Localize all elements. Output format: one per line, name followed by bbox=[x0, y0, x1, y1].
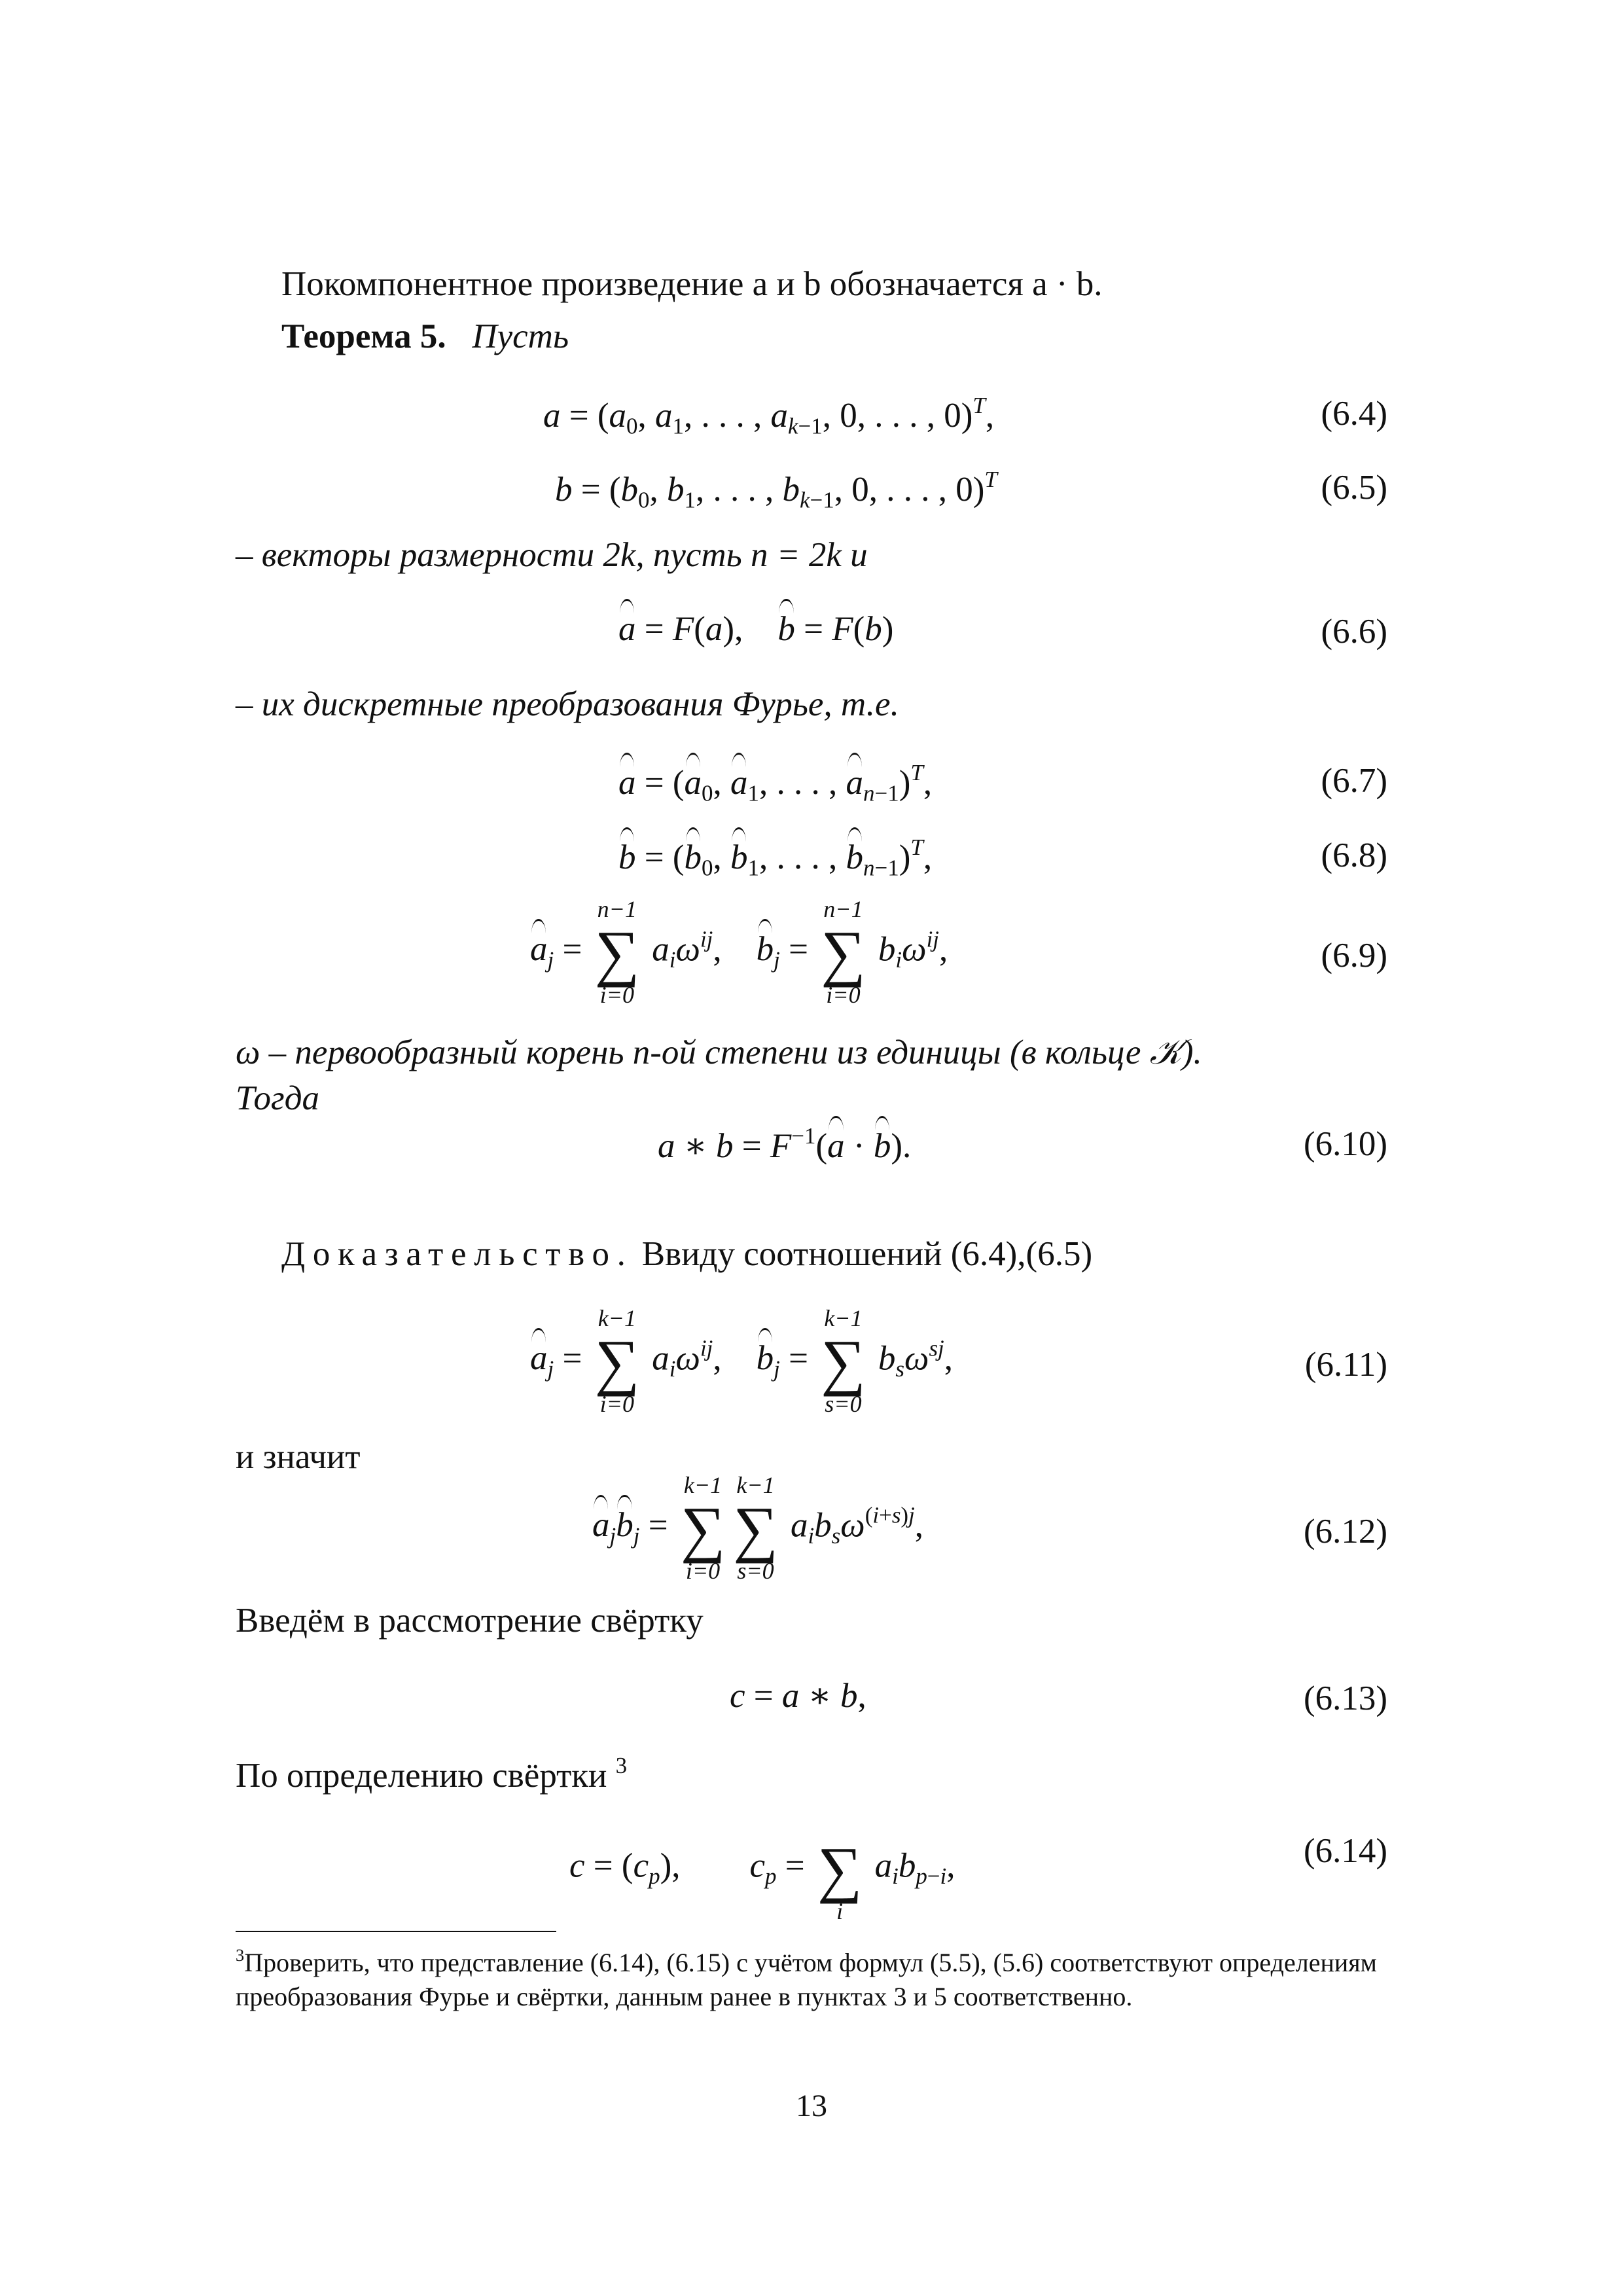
page-number: 13 bbox=[796, 2089, 827, 2123]
equation-6-10: a ∗ $b = F^{-1}(a \cdot b)$. bbox=[658, 1123, 912, 1165]
introduce-text: Введём в рассмотрение свёртку bbox=[236, 1602, 704, 1640]
equation-6-11: $a_j$ = k−1 ∑ i=0 $a_i\omega^{ij}$, $b_j$ = k−1 ∑ s=0 $b_s\omega^{sj}$, bbox=[530, 1305, 954, 1417]
equation-number-6-7: (6.7) bbox=[1321, 762, 1387, 800]
intro-line: Покомпонентное произведение a и b обозначается a · b. bbox=[281, 265, 1103, 303]
theorem-label: Теорема 5. bbox=[281, 317, 446, 355]
proof-label: Доказательство. bbox=[281, 1235, 633, 1273]
and-hence-text: и значит bbox=[236, 1438, 361, 1476]
theorem-fourier-text: – их дискретные преобразования Фурье, т.е. bbox=[236, 685, 899, 723]
by-definition-text bbox=[236, 1754, 627, 1793]
equation-6-13: c = a ∗ b, bbox=[730, 1677, 866, 1715]
equation-6-6: a = F(a), b = F(b) bbox=[618, 610, 894, 648]
equation-number-6-5: (6.5) bbox=[1321, 469, 1387, 507]
proof-intro bbox=[281, 1237, 1092, 1272]
footnote-rule bbox=[236, 1931, 556, 1932]
equation-6-8: $b = (b_0$, $b_1$, . . . , $b_{n-1})^T$, bbox=[618, 834, 933, 881]
theorem-vectors-text: – векторы размерности 2k, пусть n = 2k и bbox=[236, 536, 868, 574]
equation-number-6-8: (6.8) bbox=[1321, 836, 1387, 874]
then-text: Тогда bbox=[236, 1079, 320, 1117]
equation-number-6-10: (6.10) bbox=[1303, 1125, 1387, 1163]
omega-definition: ω – первообразный корень n-ой степени из единицы (в кольце 𝒦). bbox=[236, 1033, 1202, 1071]
footnote-reference: 3 bbox=[615, 1753, 628, 1778]
equation-6-4: $a = (a_0$, $a_1$, . . . , $a_{k-1}$, 0, . . . , 0)$^T$, bbox=[543, 393, 995, 439]
equation-6-14: $c = (c_p)$, $c_p$ = ∑ i $a_ib_{p-i}$, bbox=[569, 1833, 955, 1924]
by-definition-label: По определению свёртки bbox=[236, 1756, 607, 1795]
equation-6-9: $a_j$ = n−1 ∑ i=0 $a_i\omega^{ij}$, $b_j$ = n−1 ∑ i=0 $b_i\omega^{ij}$, bbox=[530, 896, 948, 1008]
footnote bbox=[236, 1944, 1387, 2014]
equation-number-6-14: (6.14) bbox=[1303, 1832, 1387, 1870]
equation-6-5: $b = (b_0$, $b_1$, . . . , $b_{k-1}$, 0, . . . , 0)$^T$ bbox=[555, 467, 997, 513]
equation-number-6-13: (6.13) bbox=[1303, 1679, 1387, 1717]
theorem-lead: Пусть bbox=[472, 317, 569, 355]
equation-6-7: $a = (a_0$, $a_1$, . . . , $a_{n-1})^T$, bbox=[618, 760, 933, 806]
theorem-heading bbox=[281, 319, 569, 354]
footnote-mark: 3 bbox=[236, 1945, 245, 1965]
proof-text: Ввиду соотношений (6.4),(6.5) bbox=[641, 1235, 1093, 1273]
equation-number-6-6: (6.6) bbox=[1321, 613, 1387, 651]
equation-number-6-12: (6.12) bbox=[1303, 1513, 1387, 1551]
equation-number-6-11: (6.11) bbox=[1304, 1346, 1387, 1384]
footnote-text: Проверить, что представление (6.14), (6.15) с учётом формул (5.5), (5.6) соответствуют определениям преобразования Фурье и свёртки, данным ранее в пунктах 3 и 5 соответственно. bbox=[236, 1947, 1377, 2011]
equation-number-6-4: (6.4) bbox=[1321, 395, 1387, 433]
equation-number-6-9: (6.9) bbox=[1321, 937, 1387, 975]
equation-6-12: $a_jb_j$ = k−1 ∑ i=0 k−1 ∑ s=0 $a_ib_s\omega^{(i+s)j}$, bbox=[592, 1472, 924, 1584]
